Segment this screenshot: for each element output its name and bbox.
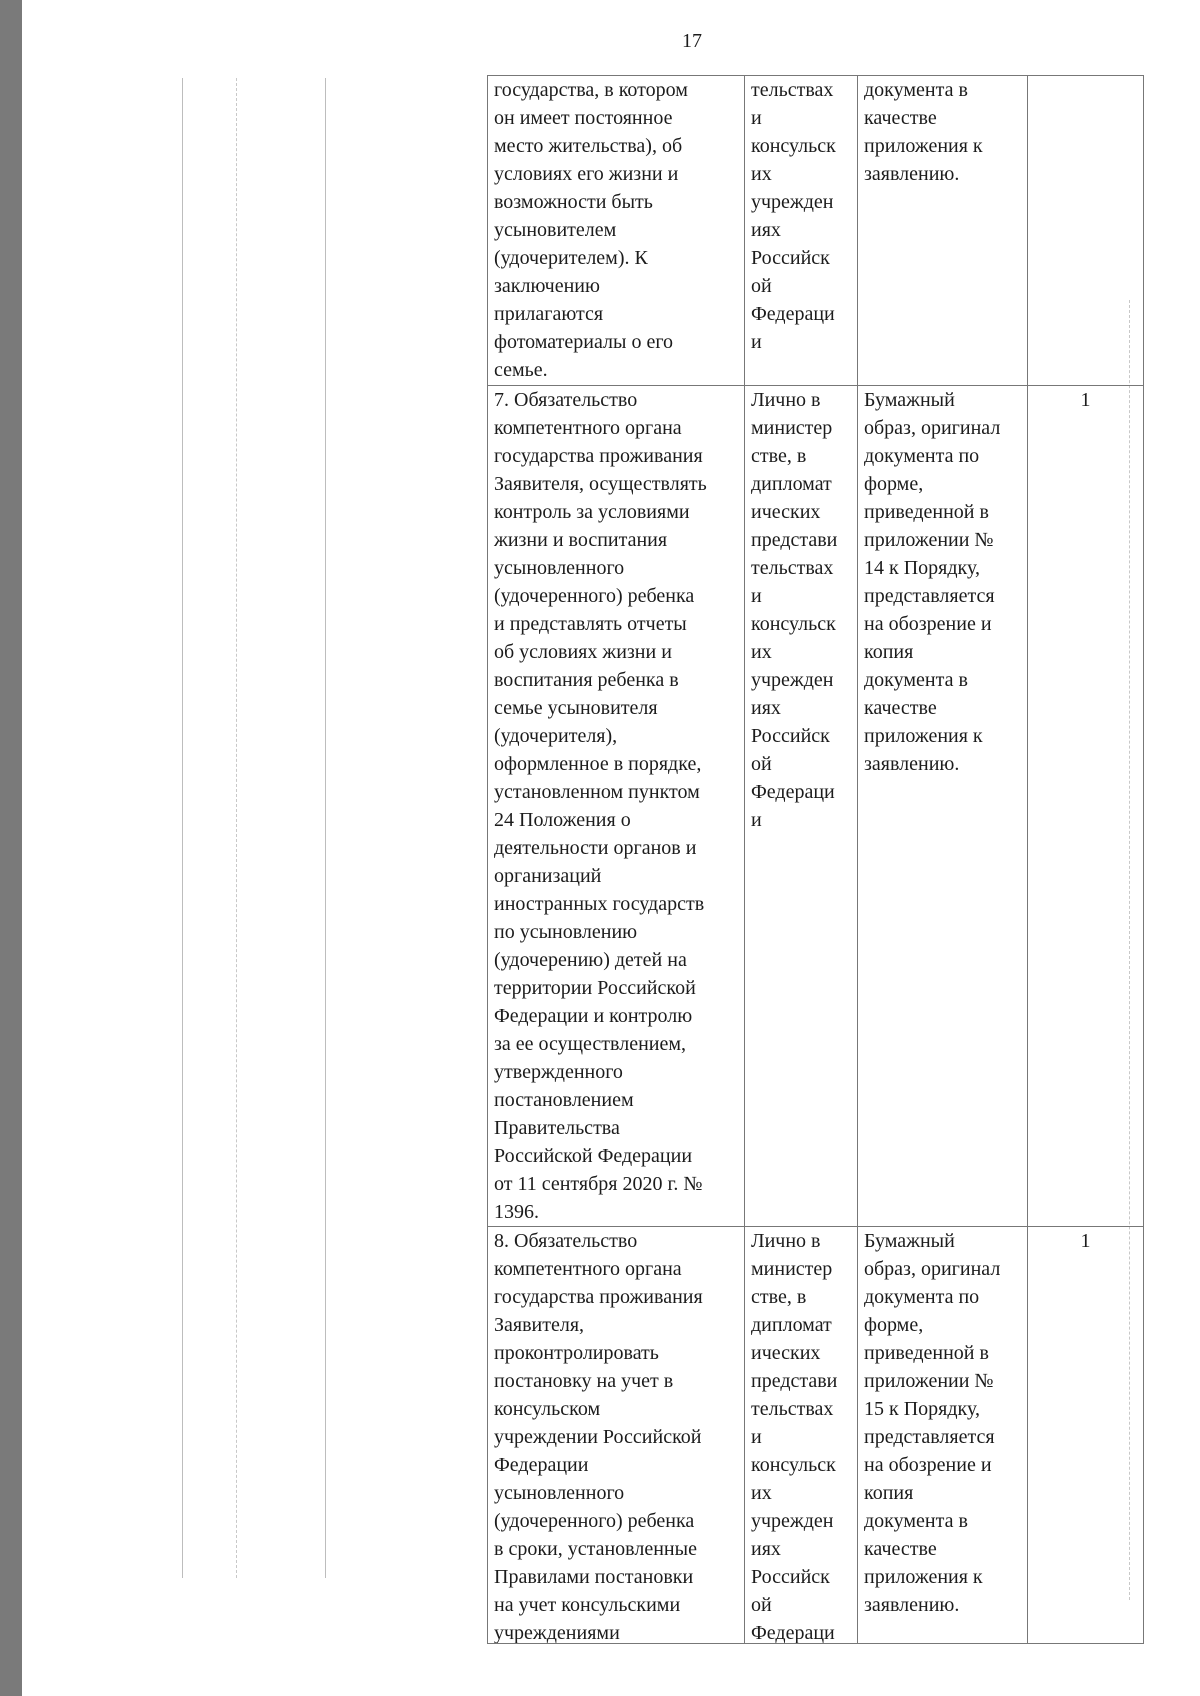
scan-line	[182, 78, 183, 1578]
table-cell-form: документа в качестве приложения к заявлению.	[857, 75, 1027, 385]
table-cell-method: тельствах и консульск их учрежден иях Российск ой Федераци и	[744, 75, 857, 385]
table-cell-count: 1	[1027, 1226, 1144, 1644]
table-cell-form: Бумажный образ, оригинал документа по форме, приведенной в приложении № 14 к Порядку, представляется на обозрение и копия документа в качестве приложения к заявлению.	[857, 385, 1027, 1226]
document-page	[22, 0, 1200, 1696]
table-cell-description: 8. Обязательство компетентного органа государства проживания Заявителя, проконтролировать постановку на учет в консульском учреждении Российской Федерации усыновленного (удочеренного) ребенка в сроки, установленные Правилами постановки на учет консульскими учреждениями	[487, 1226, 744, 1644]
table-cell-count	[1027, 75, 1144, 385]
table-cell-method: Лично в министер стве, в дипломат ических представи тельствах и консульск их учрежден иях Российск ой Федераци	[744, 1226, 857, 1644]
scan-line	[325, 78, 326, 1578]
table-cell-method: Лично в министер стве, в дипломат ических представи тельствах и консульск их учрежден иях Российск ой Федераци и	[744, 385, 857, 1226]
table-cell-description: 7. Обязательство компетентного органа государства проживания Заявителя, осуществлять контроль за условиями жизни и воспитания усыновленного (удочеренного) ребенка и представлять отчеты об условиях жизни и воспитания ребенка в семье усыновителя (удочерителя), оформленное в порядке, установленном пунктом 24 Положения о деятельности органов и организаций иностранных государств по усыновлению (удочерению) детей на территории Российской Федерации и контролю за ее осуществлением, утвержденного постановлением Правительства Российской Федерации от 11 сентября 2020 г. № 1396.	[487, 385, 744, 1226]
table-cell-form: Бумажный образ, оригинал документа по форме, приведенной в приложении № 15 к Порядку, представляется на обозрение и копия документа в качестве приложения к заявлению.	[857, 1226, 1027, 1644]
page-number: 17	[682, 30, 702, 52]
scan-line	[236, 78, 237, 1578]
table-cell-count: 1	[1027, 385, 1144, 1226]
table-cell-description: государства, в котором он имеет постоянное место жительства), об условиях его жизни и возможности быть усыновителем (удочерителем). К заключению прилагаются фотоматериалы о его семье.	[487, 75, 744, 385]
